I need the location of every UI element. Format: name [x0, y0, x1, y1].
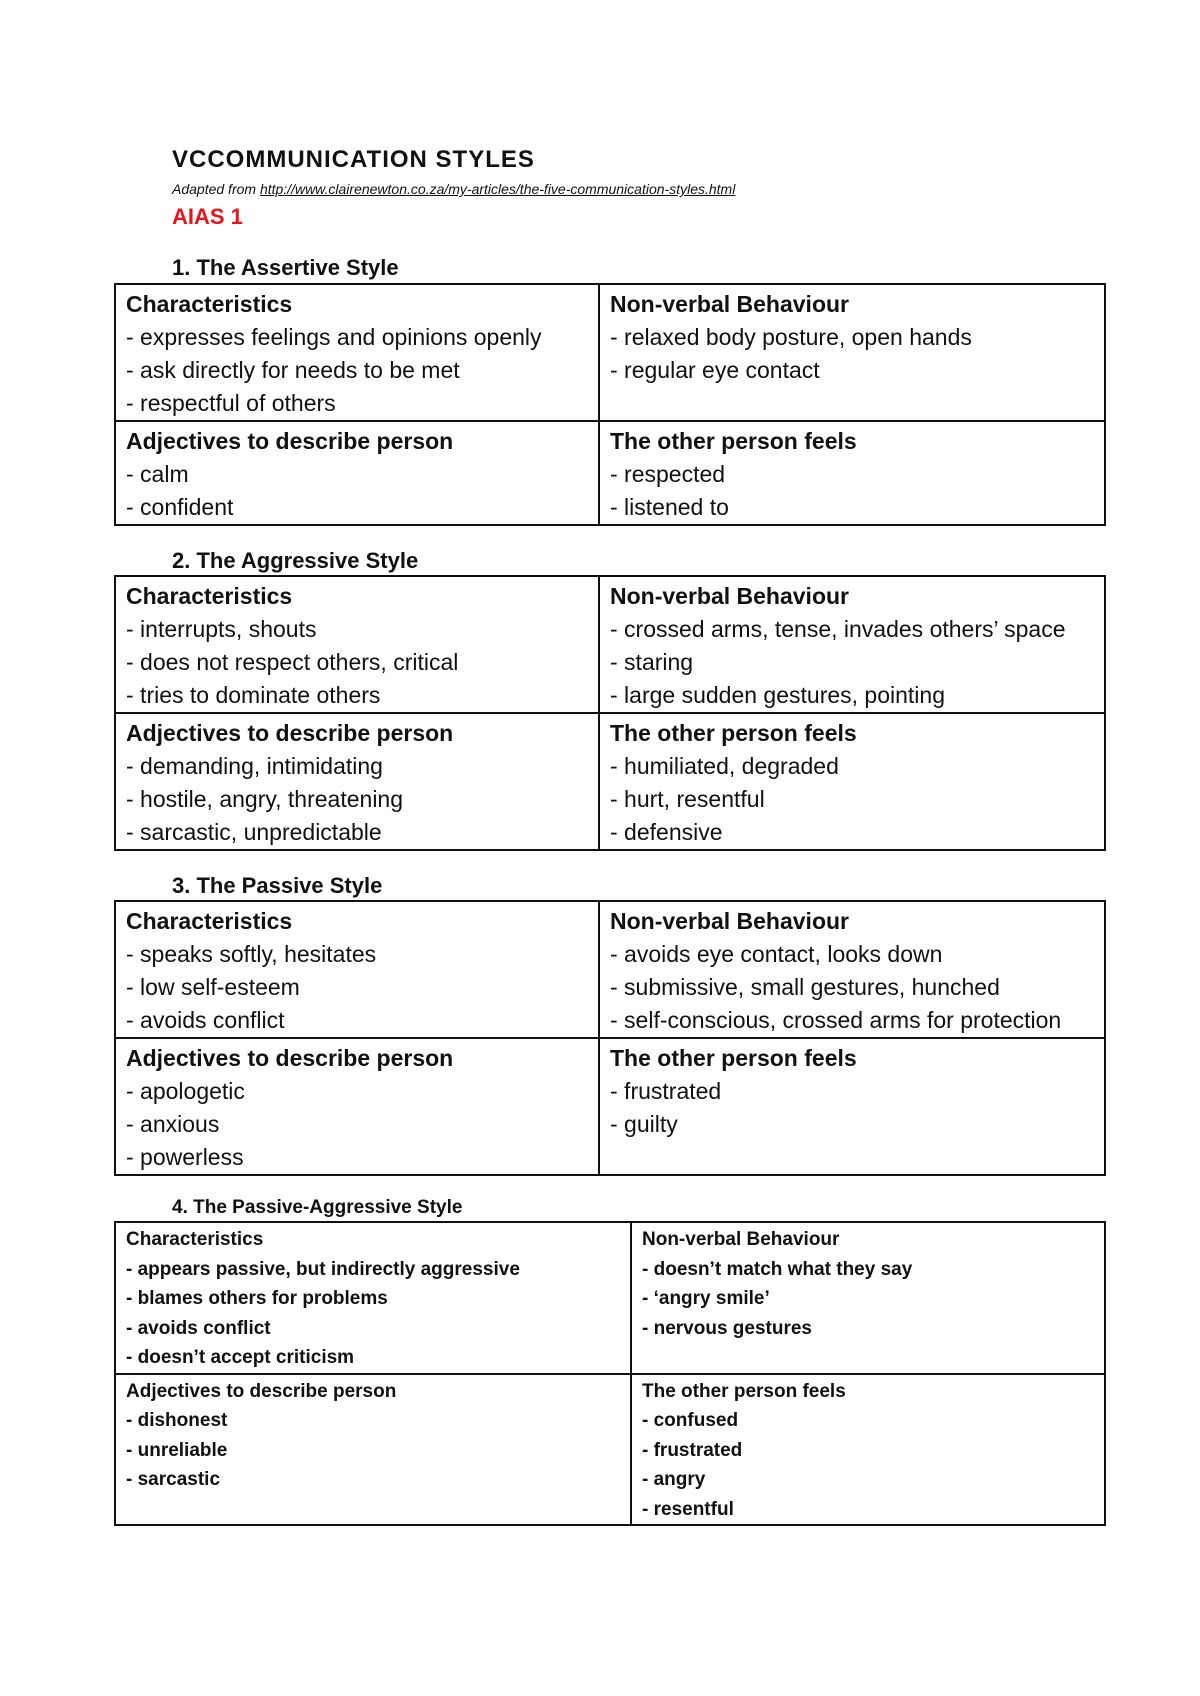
- aggressive-style-table: [114, 575, 1106, 851]
- cell-heading: Characteristics: [126, 1229, 264, 1250]
- list-item: - submissive, small gestures, hunched: [610, 974, 1000, 1000]
- list-item: - calm: [126, 461, 189, 487]
- list-item: - nervous gestures: [642, 1317, 812, 1339]
- cell-non-verbal-behaviour: [599, 576, 1105, 713]
- cell-characteristics: [115, 576, 599, 713]
- list-item: - angry: [642, 1469, 706, 1490]
- list-item: - guilty: [610, 1111, 678, 1137]
- list-item: - ‘angry smile’: [642, 1288, 770, 1309]
- cell-heading: The other person feels: [610, 720, 857, 746]
- passive-aggressive-style-table: [114, 1221, 1106, 1526]
- section-heading-passive: 3. The Passive Style: [172, 873, 383, 898]
- cell-heading: Adjectives to describe person: [126, 1045, 454, 1071]
- list-item: - hostile, angry, threatening: [126, 786, 404, 812]
- document-subtitle: AIAS 1: [172, 204, 243, 229]
- cell-other-person-feels: [631, 1374, 1105, 1526]
- list-item: - demanding, intimidating: [126, 753, 383, 779]
- list-item: - anxious: [126, 1111, 220, 1137]
- list-item: - interrupts, shouts: [126, 616, 317, 642]
- cell-adjectives: [115, 713, 599, 850]
- source-link[interactable]: http://www.clairenewton.co.za/my-articles/the-five-communication-styles.html: [259, 181, 736, 197]
- section-heading-aggressive: 2. The Aggressive Style: [172, 548, 419, 573]
- source-line: [172, 181, 735, 197]
- cell-characteristics: [115, 1222, 631, 1374]
- list-item: - staring: [610, 649, 694, 675]
- list-item: - confident: [126, 494, 234, 520]
- cell-heading: The other person feels: [642, 1380, 846, 1402]
- list-item: - avoids conflict: [126, 1317, 271, 1339]
- list-item: - hurt, resentful: [610, 786, 765, 812]
- list-item: - avoids conflict: [126, 1007, 285, 1033]
- list-item: - frustrated: [642, 1439, 743, 1461]
- document-title: VCCOMMUNICATION STYLES: [172, 146, 535, 173]
- cell-other-person-feels: [599, 1038, 1105, 1175]
- list-item: - low self-esteem: [126, 974, 300, 1000]
- list-item: - expresses feelings and opinions openly: [126, 324, 542, 350]
- cell-characteristics: [115, 901, 599, 1038]
- cell-heading: Adjectives to describe person: [126, 428, 454, 454]
- list-item: - humiliated, degraded: [610, 753, 839, 779]
- cell-heading: Adjectives to describe person: [126, 1380, 397, 1402]
- cell-heading: Non-verbal Behaviour: [610, 583, 849, 609]
- cell-heading: The other person feels: [610, 428, 857, 454]
- list-item: - doesn’t accept criticism: [126, 1347, 355, 1368]
- list-item: - doesn’t match what they say: [642, 1258, 913, 1280]
- cell-heading: Characteristics: [126, 583, 293, 609]
- list-item: - sarcastic, unpredictable: [126, 819, 382, 845]
- list-item: - dishonest: [126, 1410, 228, 1431]
- list-item: - tries to dominate others: [126, 682, 381, 708]
- list-item: - speaks softly, hesitates: [126, 941, 377, 967]
- list-item: - defensive: [610, 819, 723, 845]
- list-item: - resentful: [642, 1498, 734, 1520]
- list-item: - blames others for problems: [126, 1288, 388, 1309]
- list-item: - appears passive, but indirectly aggressive: [126, 1258, 520, 1280]
- cell-heading: Non-verbal Behaviour: [610, 908, 849, 934]
- list-item: - sarcastic: [126, 1469, 221, 1490]
- cell-heading: Characteristics: [126, 908, 293, 934]
- cell-heading: Adjectives to describe person: [126, 720, 454, 746]
- list-item: - avoids eye contact, looks down: [610, 941, 943, 967]
- list-item: - frustrated: [610, 1078, 722, 1104]
- cell-heading: Non-verbal Behaviour: [642, 1229, 840, 1250]
- list-item: - listened to: [610, 494, 729, 520]
- source-prefix: Adapted from: [172, 181, 260, 197]
- cell-heading: Characteristics: [126, 291, 293, 317]
- list-item: - does not respect others, critical: [126, 649, 459, 675]
- list-item: - relaxed body posture, open hands: [610, 324, 972, 350]
- cell-heading: The other person feels: [610, 1045, 857, 1071]
- list-item: - self-conscious, crossed arms for protection: [610, 1007, 1062, 1033]
- list-item: - large sudden gestures, pointing: [610, 682, 945, 708]
- cell-other-person-feels: [599, 713, 1105, 850]
- section-heading-assertive: 1. The Assertive Style: [172, 255, 399, 280]
- cell-non-verbal-behaviour: [631, 1222, 1105, 1374]
- assertive-style-table: [114, 283, 1106, 526]
- list-item: - confused: [642, 1410, 739, 1431]
- list-item: - respected: [610, 461, 726, 487]
- cell-non-verbal-behaviour: [599, 284, 1105, 421]
- cell-heading: Non-verbal Behaviour: [610, 291, 849, 317]
- list-item: - unreliable: [126, 1439, 228, 1461]
- cell-adjectives: [115, 421, 599, 525]
- list-item: - crossed arms, tense, invades others’ space: [610, 616, 1066, 642]
- cell-characteristics: [115, 284, 599, 421]
- cell-adjectives: [115, 1038, 599, 1175]
- list-item: - regular eye contact: [610, 357, 820, 383]
- cell-other-person-feels: [599, 421, 1105, 525]
- list-item: - apologetic: [126, 1078, 245, 1104]
- passive-style-table: [114, 900, 1106, 1176]
- list-item: - powerless: [126, 1144, 244, 1170]
- cell-non-verbal-behaviour: [599, 901, 1105, 1038]
- section-heading-passive-aggressive: 4. The Passive-Aggressive Style: [172, 1197, 463, 1218]
- list-item: - respectful of others: [126, 390, 336, 416]
- cell-adjectives: [115, 1374, 631, 1526]
- list-item: - ask directly for needs to be met: [126, 357, 460, 383]
